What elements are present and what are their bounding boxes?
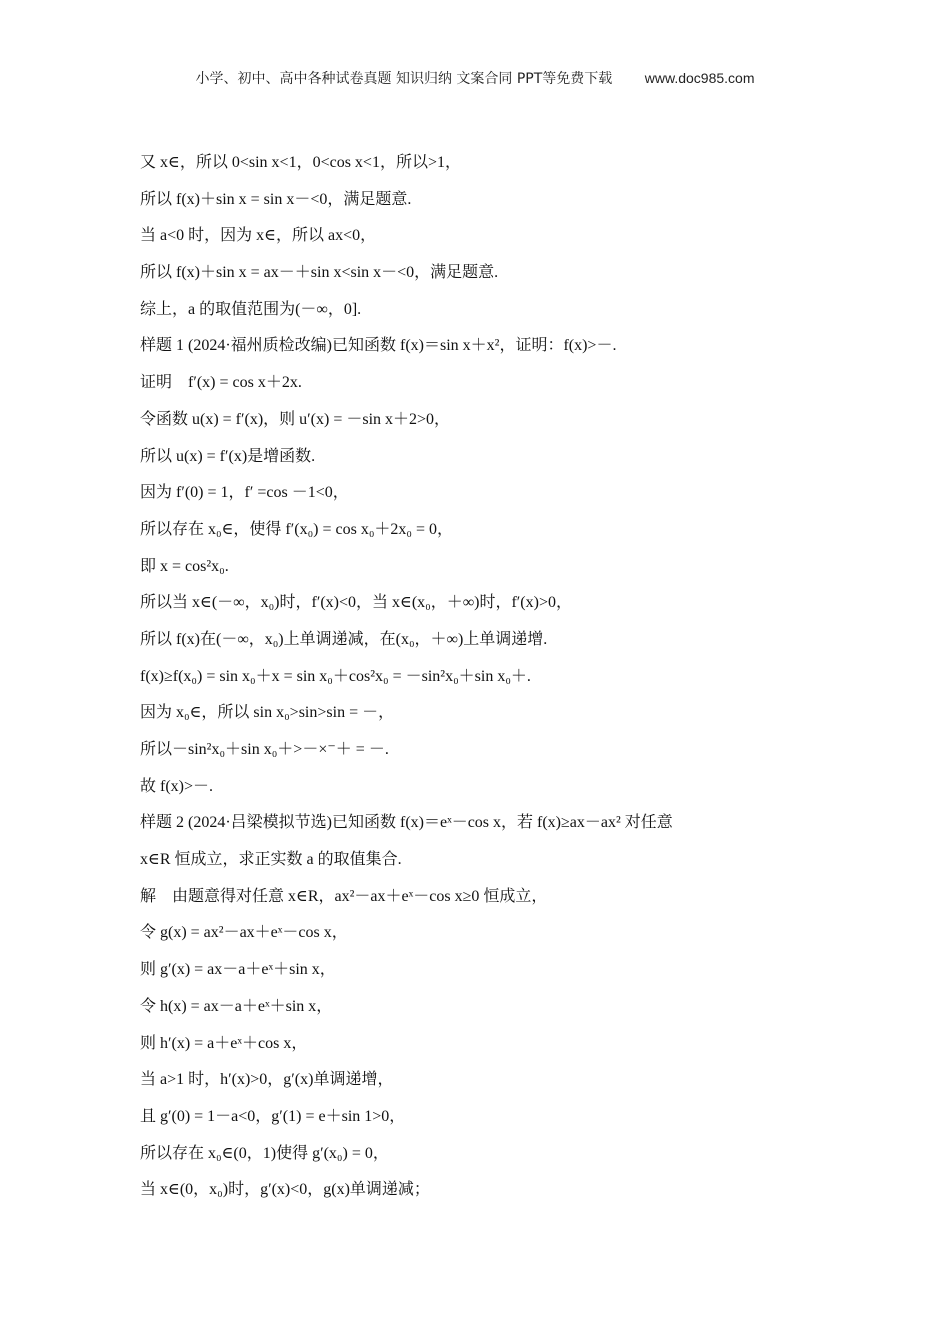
document-body [140,150,830,1214]
text-line: 即 x = cos²x₀. [140,557,229,575]
text-line: 因为 x₀∈，所以 sin x₀>sin>sin = －， [140,704,395,722]
text-line: 则 g′(x) = ax－a＋eˣ＋sin x， [140,961,336,979]
example-2-heading-cont: x∈R 恒成立，求正实数 a 的取值集合. [140,851,402,869]
text-line: 所以存在 x₀∈(0，1)使得 g′(x₀) = 0， [140,1144,389,1162]
text-line: 所以 u(x) = f′(x)是增函数. [140,447,316,465]
text-line: 当 a<0 时，因为 x∈，所以 ax<0， [140,227,377,245]
text-line: 解 由题意得对任意 x∈R，ax²－ax＋eˣ－cos x≥0 恒成立， [140,887,548,905]
text-line: 又 x∈，所以 0<sin x<1，0<cos x<1，所以>1， [140,154,461,171]
header-site-url: www.doc985.com [644,70,755,86]
text-line: 综上，a 的取值范围为(－∞，0]. [140,300,362,318]
text-line: 令 h(x) = ax－a＋eˣ＋sin x， [140,997,333,1015]
text-line: f(x)≥f(x₀) = sin x₀＋x = sin x₀＋cos²x₀ = －sin²x₀＋sin x₀＋. [140,667,531,685]
text-line: 故 f(x)>－. [140,777,214,795]
text-line: 所以 f(x)＋sin x = ax－＋sin x<sin x－<0，满足题意. [140,264,499,282]
text-line: 因为 f′(0) = 1，f′ =cos －1<0， [140,484,349,502]
text-line: 则 h′(x) = a＋eˣ＋cos x， [140,1034,308,1052]
text-line: 所以－sin²x₀＋sin x₀＋>－×⁻＋ = －. [140,741,389,758]
text-line: 所以当 x∈(－∞，x₀)时，f′(x)<0，当 x∈(x₀，＋∞)时，f′(x)>0， [140,594,572,612]
text-line: 且 g′(0) = 1－a<0，g′(1) = e＋sin 1>0， [140,1107,406,1125]
text-line: 所以存在 x₀∈，使得 f′(x₀) = cos x₀＋2x₀ = 0， [140,520,454,538]
header-text: 小学、初中、高中各种试卷真题 知识归纳 文案合同 PPT等免费下载 [195,71,613,87]
example-1-heading: 样题 1 (2024·福州质检改编)已知函数 f(x)＝sin x＋x²，证明：f(x)>－. [140,337,617,355]
text-line: 令函数 u(x) = f′(x)，则 u′(x) = －sin x＋2>0， [140,410,451,428]
page-header [0,68,950,88]
example-2-heading: 样题 2 (2024·吕梁模拟节选)已知函数 f(x)＝eˣ－cos x，若 f(x)≥ax－ax² 对任意 [140,814,673,832]
text-line: 所以 f(x)在(－∞，x₀)上单调递减，在(x₀，＋∞)上单调递增. [140,630,548,648]
text-line: 证明 f′(x) = cos x＋2x. [140,374,302,392]
text-line: 令 g(x) = ax²－ax＋eˣ－cos x， [140,924,348,942]
text-line: 当 x∈(0，x₀)时，g′(x)<0，g(x)单调递减； [140,1181,430,1199]
text-line: 所以 f(x)＋sin x = sin x－<0，满足题意. [140,190,412,208]
text-line: 当 a>1 时，h′(x)>0，g′(x)单调递增， [140,1071,394,1089]
